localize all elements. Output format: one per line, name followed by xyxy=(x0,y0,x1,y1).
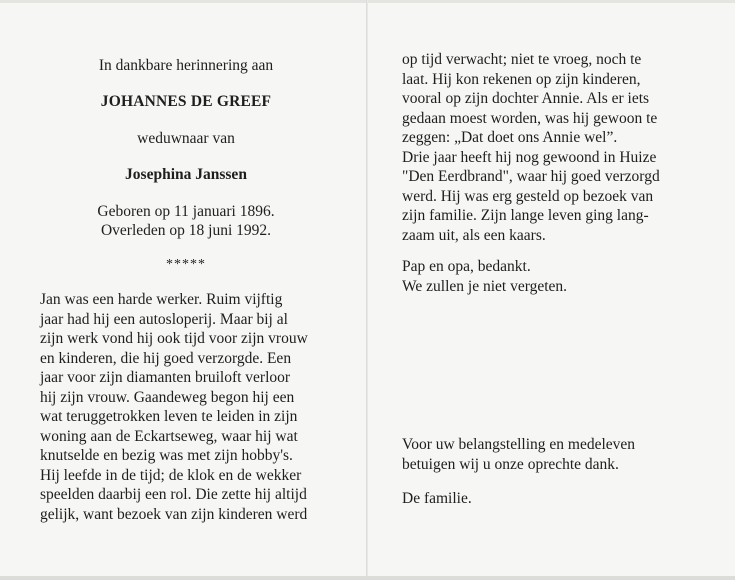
farewell-text xyxy=(402,257,695,296)
acknowledgement-line: Voor uw belangstelling en medeleven xyxy=(402,436,636,453)
bio-line: vooral op zijn dochter Annie. Als er iets xyxy=(402,90,650,107)
bio-line: zijn familie. Zijn lange leven ging lang- xyxy=(402,207,649,224)
bio-line: wat teruggetrokken leven te leiden in zijn xyxy=(40,408,298,425)
bio-line: hij zijn vrouw. Gaandeweg begon hij een xyxy=(40,388,295,406)
bio-line: knutselde en bezig was met zijn hobby's. xyxy=(40,447,293,464)
bio-line: gelijk, want bezoek van zijn kinderen werd xyxy=(40,505,308,523)
bio-line: en kinderen, die hij goed verzorgde. Een xyxy=(40,349,292,367)
spouse-name: Josephina Janssen xyxy=(125,166,247,183)
bio-line: "Den Eerdbrand", waar hij goed verzorgd xyxy=(402,168,660,185)
birth-date: Geboren op 11 januari 1896. xyxy=(97,203,275,220)
farewell-line: We zullen je niet vergeten. xyxy=(402,277,568,295)
family-signature: De familie. xyxy=(402,490,472,507)
farewell-line: Pap en opa, bedankt. xyxy=(402,258,531,275)
bio-line: werd. Hij was erg gesteld op bezoek van xyxy=(402,187,654,205)
bio-line: jaar had hij een autosloperij. Maar bij al xyxy=(40,310,288,328)
bio-line: zeggen: „Dat doet ons Annie wel”. xyxy=(402,129,618,146)
death-date: Overleden op 18 juni 1992. xyxy=(100,222,272,239)
card-fold xyxy=(366,0,368,580)
biography-left xyxy=(40,290,332,524)
bio-line: op tijd verwacht; niet te vroeg, noch te xyxy=(402,51,642,68)
bio-line: Drie jaar heeft hij nog gewoond in Huize xyxy=(402,148,657,166)
separator-stars: ***** xyxy=(166,257,206,272)
biography-right xyxy=(402,50,695,245)
widower-of-text: weduwnaar van xyxy=(137,130,235,147)
bio-line: zijn werk vond hij ook tijd voor zijn vrouw xyxy=(40,330,308,347)
bio-line: zaam uit, als een kaars. xyxy=(402,226,546,244)
deceased-name: JOHANNES DE GREEF xyxy=(100,93,272,110)
card-bottom-edge xyxy=(0,576,735,580)
bio-line: gedaan moest worden, was hij gewoon te xyxy=(402,109,658,127)
bio-line: jaar voor zijn diamanten bruiloft verloor xyxy=(40,369,291,386)
bio-line: Hij leefde in de tijd; de klok en de wekker xyxy=(40,466,302,484)
bio-line: woning aan de Eckartseweg, waar hij wat xyxy=(40,427,298,445)
acknowledgement-text xyxy=(402,435,695,474)
bio-line: speelden daarbij een rol. Die zette hij altijd xyxy=(40,486,307,503)
bio-line: laat. Hij kon rekenen op zijn kinderen, xyxy=(402,70,641,88)
bio-line: Jan was een harde werker. Ruim vijftig xyxy=(40,291,283,308)
intro-text: In dankbare herinnering aan xyxy=(98,57,274,74)
acknowledgement-line: betuigen wij u onze oprechte dank. xyxy=(402,455,619,473)
